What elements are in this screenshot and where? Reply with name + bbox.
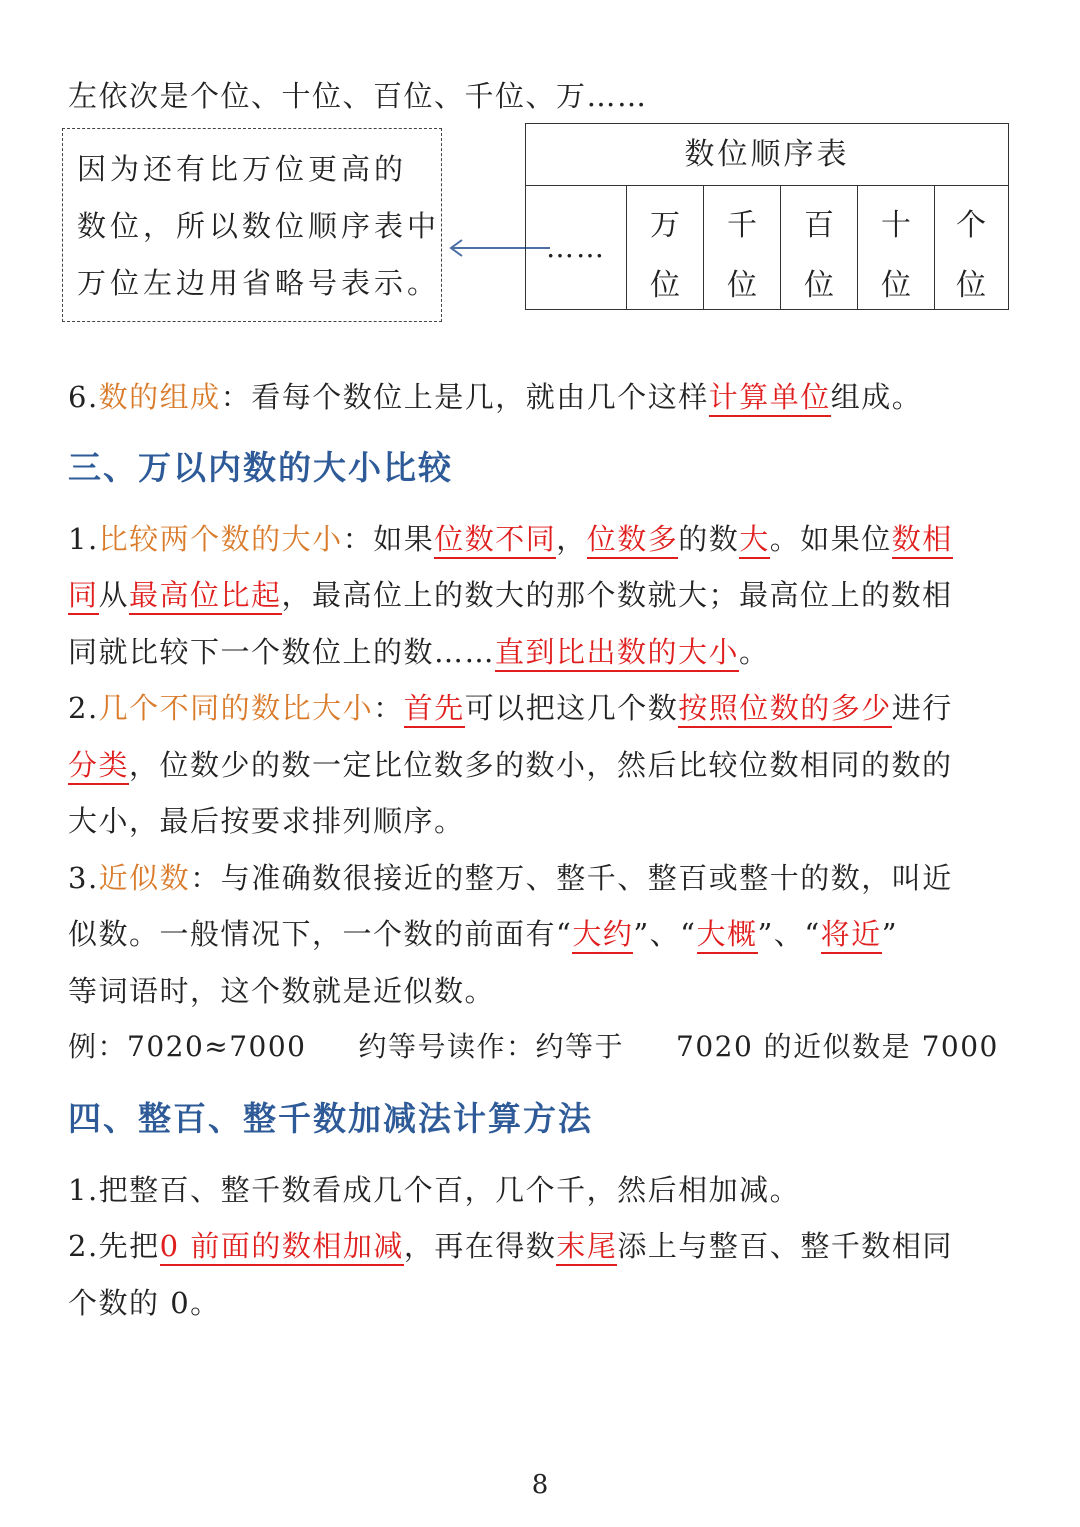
key-phrase: 末尾 [556, 1229, 617, 1266]
term-label: 比较两个数的大小 [98, 522, 343, 556]
key-phrase: 大约 [572, 917, 633, 954]
key-phrase: 同 [68, 578, 99, 615]
key-phrase: 位数多 [587, 522, 679, 559]
table-cell-bai: 百 位 [780, 186, 857, 309]
multi-compare-line-1: 2.几个不同的数比大小：首先可以把这几个数按照位数的多少进行 [68, 688, 953, 728]
compare-item-line-3: 同就比较下一个数位上的数……直到比出数的大小。 [68, 632, 770, 672]
compare-item-line-1: 1.比较两个数的大小：如果位数不同，位数多的数大。如果位数相 [68, 519, 953, 559]
add-sub-item-1: 1.把整百、整千数看成几个百，几个千，然后相加减。 [68, 1173, 801, 1207]
table-cell-shi: 十 位 [857, 186, 934, 309]
key-phrase: 位数不同 [434, 522, 556, 559]
approx-line-1: 3.近似数：与准确数很接近的整万、整千、整百或整十的数，叫近 [68, 861, 953, 895]
key-phrase: 大 [739, 522, 770, 559]
place-value-table [525, 123, 1009, 310]
table-ellipsis-cell: …… [546, 231, 606, 264]
key-phrase: 将近 [821, 917, 882, 954]
note-line-1: 因为还有比万位更高的 [77, 152, 408, 186]
approx-line-2: 似数。一般情况下，一个数的前面有“大约”、“大概”、“将近” [68, 914, 898, 954]
page-number: 8 [531, 1470, 549, 1500]
table-cell-wan: 万 位 [626, 186, 703, 309]
key-phrase: 0 前面的数相加减 [160, 1229, 404, 1266]
ellipsis-note-box [62, 128, 442, 322]
key-phrase: 按照位数的多少 [678, 691, 892, 728]
key-phrase: 计算单位 [709, 380, 831, 417]
key-phrase: 直到比出数的大小 [495, 635, 739, 672]
term-label: 数的组成 [98, 380, 221, 414]
compare-item-line-2: 同从最高位比起，最高位上的数大的那个数就大；最高位上的数相 [68, 575, 953, 615]
key-phrase: 分类 [68, 748, 129, 785]
key-phrase: 数相 [892, 522, 953, 559]
term-label: 几个不同的数比大小 [98, 691, 374, 725]
key-phrase: 最高位比起 [129, 578, 282, 615]
key-phrase: 首先 [404, 691, 465, 728]
key-phrase: 大概 [697, 917, 758, 954]
section-3-heading: 三、万以内数的大小比较 [68, 448, 453, 487]
multi-compare-line-3: 大小，最后按要求排列顺序。 [68, 804, 465, 838]
table-cell-qian: 千 位 [703, 186, 780, 309]
intro-line: 左依次是个位、十位、百位、千位、万…… [68, 79, 648, 113]
add-sub-item-2: 2.先把0 前面的数相加减，再在得数末尾添上与整百、整千数相同 [68, 1226, 953, 1266]
table-cell-ge: 个 位 [934, 186, 1007, 309]
add-sub-item-2-cont: 个数的 0。 [68, 1286, 221, 1320]
term-label: 近似数 [98, 861, 191, 895]
place-value-table-title: 数位顺序表 [526, 124, 1008, 186]
multi-compare-line-2: 分类，位数少的数一定比位数多的数小，然后比较位数相同的数的 [68, 745, 953, 785]
composition-line: 6.数的组成：看每个数位上是几，就由几个这样计算单位组成。 [68, 377, 922, 417]
note-line-2: 数位，所以数位顺序表中 [77, 209, 441, 243]
example-line: 例：7020≈7000 约等号读作：约等于 7020 的近似数是 7000 [68, 1030, 999, 1063]
section-4-heading: 四、整百、整千数加减法计算方法 [68, 1099, 593, 1138]
approx-line-3: 等词语时，这个数就是近似数。 [68, 974, 496, 1008]
note-line-3: 万位左边用省略号表示。 [77, 266, 441, 300]
